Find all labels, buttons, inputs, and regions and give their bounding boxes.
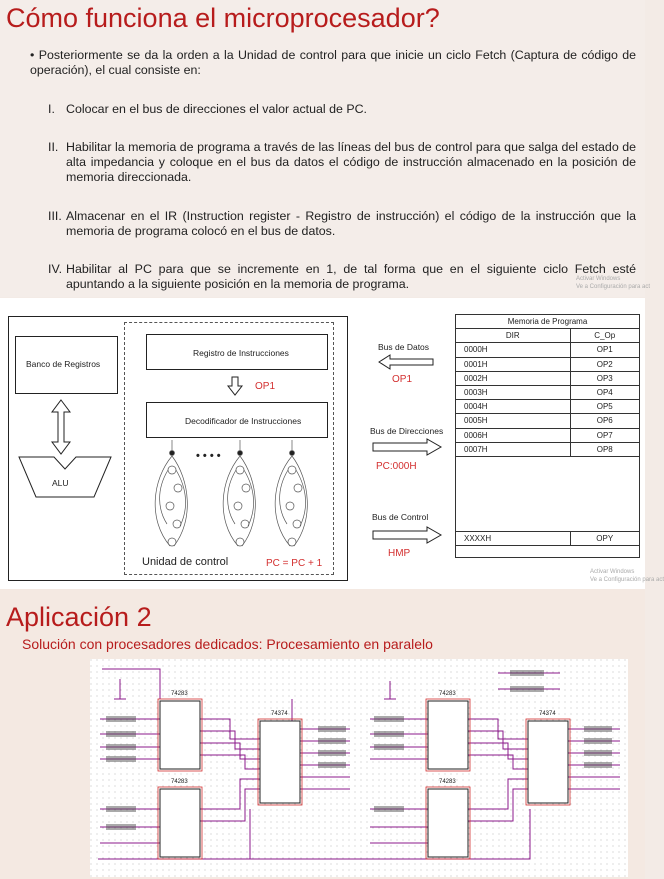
pc-increment-label: PC = PC + 1 <box>266 558 323 569</box>
table-cell: 0001H <box>456 357 571 371</box>
table-cell: OP7 <box>570 428 640 442</box>
table-row <box>456 428 640 442</box>
table-cell: 0004H <box>456 400 571 414</box>
slide-subtitle: Solución con procesadores dedicados: Procesamiento en paralelo <box>22 636 433 652</box>
cpu-fetch-diagram <box>0 298 664 589</box>
control-bus-label: Bus de Control <box>372 512 429 522</box>
table-cell: OP3 <box>570 371 640 385</box>
chip-label: 74283 <box>171 779 188 785</box>
slide-title: Cómo funciona el microprocesador? <box>6 3 440 33</box>
activation-watermark-sub: Ve a Configuración para act <box>576 284 651 290</box>
slide-application-2 <box>0 589 645 879</box>
column-header: DIR <box>456 329 571 343</box>
table-cell: 0000H <box>456 343 571 357</box>
alu-label: ALU <box>52 478 69 488</box>
step-3 <box>48 209 636 239</box>
bullet-text: • Posteriormente se da la orden a la Unidad de control para que inicie un ciclo Fetch (Captura de código de operación), el cual consiste en: <box>30 48 636 77</box>
table-title: Memoria de Programa <box>456 315 640 329</box>
table-header-row <box>456 329 640 343</box>
activation-watermark: Activar Windows <box>576 276 621 282</box>
alu-shape <box>18 456 112 498</box>
chip-label: 74374 <box>539 711 556 717</box>
table-cell: OP2 <box>570 357 640 371</box>
table-cell: OP8 <box>570 442 640 456</box>
adder-chip-4 <box>428 789 468 857</box>
instruction-register-box <box>146 334 328 370</box>
ir-down-arrow-icon <box>227 376 243 396</box>
control-unit-label: Unidad de control <box>142 556 229 568</box>
register-bank-label: Banco de Registros <box>26 359 101 369</box>
register-chip-1 <box>260 721 300 803</box>
step-text: Colocar en el bus de direcciones el valor actual de PC. <box>66 102 367 116</box>
table-cell: 0006H <box>456 428 571 442</box>
step-1 <box>48 102 636 117</box>
table-cell: OP6 <box>570 414 640 428</box>
register-chip-2 <box>528 721 568 803</box>
table-row <box>456 400 640 414</box>
adder-chip-3 <box>428 701 468 769</box>
table-row <box>456 343 640 357</box>
adder-chip-2 <box>160 789 200 857</box>
step-4 <box>48 262 636 292</box>
table-cell: 0007H <box>456 442 571 456</box>
table-title-row <box>456 315 640 329</box>
table-cell: 0002H <box>456 371 571 385</box>
table-empty-row <box>456 546 640 558</box>
table-empty-cell <box>456 456 640 531</box>
address-bus-value: PC:000H <box>376 461 417 472</box>
step-number: I. <box>48 102 55 116</box>
table-row <box>456 414 640 428</box>
slide-fetch-cycle <box>0 0 651 297</box>
step-2 <box>48 140 636 185</box>
register-bank-box <box>15 336 118 394</box>
address-bus-right-arrow-icon <box>372 438 442 456</box>
table-cell: 0005H <box>456 414 571 428</box>
slide-title: Aplicación 2 <box>6 602 152 632</box>
control-bus-right-arrow-icon <box>372 526 442 544</box>
data-bus-label: Bus de Datos <box>378 342 430 352</box>
parallel-processing-schematic <box>90 659 628 877</box>
chip-label: 74283 <box>439 779 456 785</box>
instruction-register-label: Registro de Instrucciones <box>193 348 289 358</box>
address-bus-label: Bus de Direcciones <box>370 426 444 436</box>
step-text: Almacenar en el IR (Instruction register - Registro de instrucción) el código de la instrucción que la memoria de programa colocó en el bus de datos. <box>66 209 636 238</box>
table-cell: 0003H <box>456 385 571 399</box>
activation-watermark-sub: Ve a Configuración para act <box>590 577 664 583</box>
decoder-box <box>146 402 328 438</box>
state-machine-graphs <box>140 440 330 560</box>
table-empty-row <box>456 456 640 531</box>
step-number: II. <box>48 140 59 154</box>
step-number: III. <box>48 209 62 223</box>
data-bus-left-arrow-icon <box>378 354 434 370</box>
ir-op1-label: OP1 <box>255 381 276 392</box>
table-row <box>456 371 640 385</box>
table-row <box>456 531 640 545</box>
activation-watermark: Activar Windows <box>590 569 635 575</box>
table-cell: OP1 <box>570 343 640 357</box>
bank-alu-double-arrow-icon <box>50 398 72 456</box>
program-memory-table <box>455 314 640 558</box>
table-row <box>456 442 640 456</box>
table-cell: OPY <box>570 531 640 545</box>
table-cell: XXXXH <box>456 531 571 545</box>
ellipsis-dots: • • • • <box>196 450 221 462</box>
control-bus-value: HMP <box>388 548 411 559</box>
table-empty-cell <box>456 546 640 558</box>
chip-label: 74374 <box>271 711 288 717</box>
chip-label: 74283 <box>439 691 456 697</box>
adder-chip-1 <box>160 701 200 769</box>
decoder-label: Decodificador de Instrucciones <box>185 416 302 426</box>
column-header: C_Op <box>570 329 640 343</box>
step-text: Habilitar la memoria de programa a través de las líneas del bus de control para que salga del estado de alta impedancia y coloque en el bus da datos el código de instrucción almacenado en la posición de memoria direccionada. <box>66 140 636 184</box>
table-cell: OP4 <box>570 385 640 399</box>
table-row <box>456 357 640 371</box>
table-row <box>456 385 640 399</box>
step-text: Habilitar al PC para que se incremente en 1, de tal forma que en el siguiente ciclo Fetch esté apuntando a la siguiente posición en la memoria de programa. <box>66 262 636 291</box>
data-bus-value: OP1 <box>392 374 413 385</box>
step-number: IV. <box>48 262 63 276</box>
chip-label: 74283 <box>171 691 188 697</box>
table-cell: OP5 <box>570 400 640 414</box>
